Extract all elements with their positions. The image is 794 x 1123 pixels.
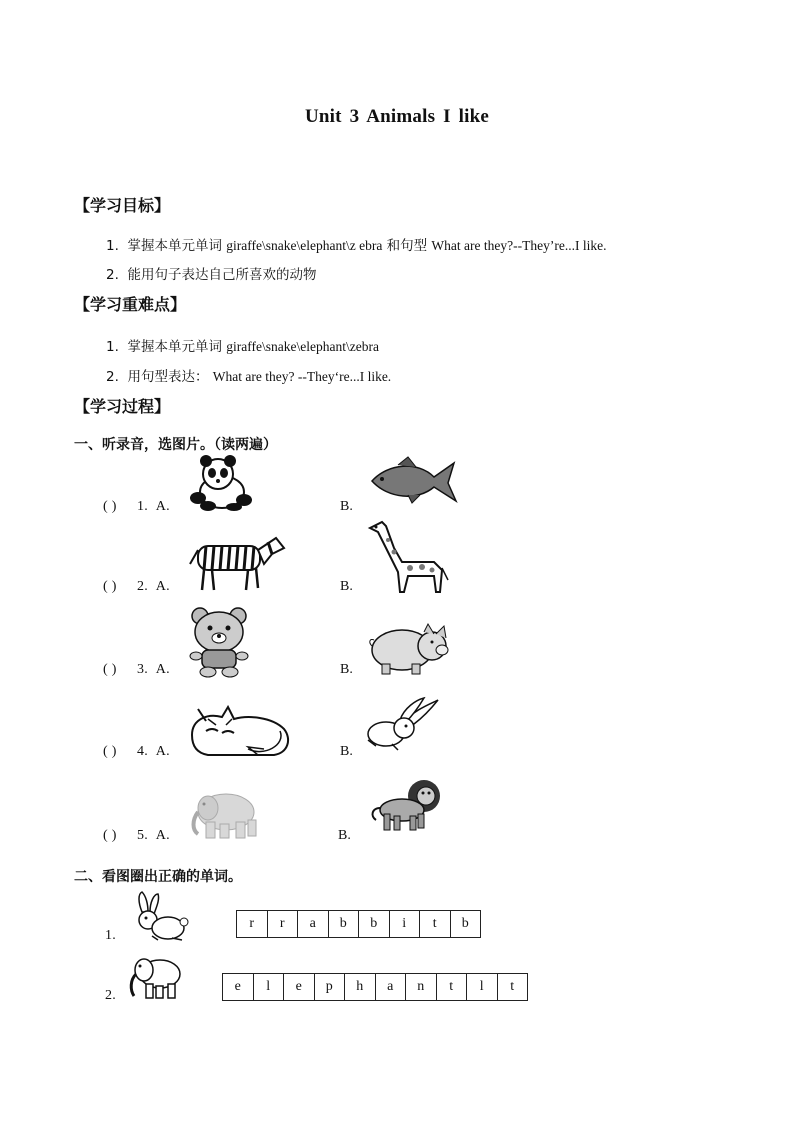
item-text-en: What are they?--They’re...I like. bbox=[431, 238, 607, 253]
item-number: 1. bbox=[106, 339, 119, 355]
lion-icon bbox=[366, 778, 442, 834]
answer-blank: ( ) bbox=[103, 744, 117, 759]
question-number: 5. bbox=[137, 828, 149, 843]
objective-item-1 bbox=[106, 234, 606, 254]
answer-blank: ( ) bbox=[103, 579, 117, 594]
bear-icon bbox=[188, 606, 250, 678]
item-text-en: giraffe\snake\elephant\z ebra bbox=[226, 238, 383, 253]
zebra-icon bbox=[188, 534, 288, 592]
option-b-label: B. bbox=[340, 579, 353, 594]
option-b-label: B. bbox=[338, 828, 351, 843]
rabbit-icon bbox=[364, 696, 440, 752]
elephant-icon bbox=[126, 952, 184, 1002]
question-5 bbox=[103, 828, 170, 844]
letter-cell[interactable]: t bbox=[437, 973, 468, 1001]
option-b-label: B. bbox=[340, 662, 353, 677]
question-number: 3. bbox=[137, 662, 149, 677]
question-4 bbox=[103, 744, 170, 760]
objective-item-2 bbox=[106, 263, 316, 283]
letter-grid bbox=[222, 973, 528, 1001]
section-heading-objectives: 【学习目标】 bbox=[74, 196, 171, 215]
letter-cell[interactable]: t bbox=[420, 910, 451, 938]
section-heading-process: 【学习过程】 bbox=[74, 397, 171, 416]
pig-icon bbox=[368, 620, 452, 676]
key-point-item-2 bbox=[106, 365, 391, 385]
item-text-cn: 和句型 bbox=[386, 238, 428, 254]
letter-cell[interactable]: n bbox=[406, 973, 437, 1001]
fish-icon bbox=[368, 455, 458, 507]
option-a-label: A. bbox=[155, 744, 170, 759]
panda-icon bbox=[188, 454, 254, 512]
question-number: 2. bbox=[137, 579, 149, 594]
letter-cell[interactable]: e bbox=[284, 973, 315, 1001]
answer-blank: ( ) bbox=[103, 499, 117, 514]
letter-cell[interactable]: a bbox=[298, 910, 329, 938]
rabbit-icon bbox=[128, 890, 192, 942]
letter-cell[interactable]: h bbox=[345, 973, 376, 1001]
letter-cell[interactable]: e bbox=[223, 973, 254, 1001]
letter-cell[interactable]: b bbox=[329, 910, 360, 938]
item-number: 2. bbox=[106, 267, 119, 283]
letter-grid bbox=[236, 910, 481, 938]
item-text-cn: 能用句子表达自己所喜欢的动物 bbox=[127, 267, 317, 283]
letter-cell[interactable]: t bbox=[498, 973, 529, 1001]
item-number: 1. bbox=[106, 238, 119, 254]
question-2 bbox=[103, 579, 170, 595]
item-text-en: giraffe\snake\elephant\zebra bbox=[226, 339, 379, 354]
letter-cell[interactable]: i bbox=[390, 910, 421, 938]
option-a-label: A. bbox=[155, 662, 170, 677]
letter-cell[interactable]: l bbox=[254, 973, 285, 1001]
option-a-label: A. bbox=[155, 499, 170, 514]
item-text-en: What are they? --They‘re...I like. bbox=[212, 369, 392, 384]
letter-cell[interactable]: l bbox=[467, 973, 498, 1001]
letter-cell[interactable]: b bbox=[359, 910, 390, 938]
option-a-label: A. bbox=[155, 579, 170, 594]
question-number: 4. bbox=[137, 744, 149, 759]
option-a-label: A. bbox=[155, 828, 170, 843]
option-b-label: B. bbox=[340, 744, 353, 759]
key-point-item-1 bbox=[106, 335, 379, 355]
item-text-cn: 掌握本单元单词 bbox=[127, 339, 222, 355]
letter-cell[interactable]: p bbox=[315, 973, 346, 1001]
question-number: 1. bbox=[137, 499, 149, 514]
section-heading-key-points: 【学习重难点】 bbox=[74, 295, 187, 314]
item-number: 2. bbox=[106, 369, 119, 385]
letter-cell[interactable]: r bbox=[268, 910, 299, 938]
cat-icon bbox=[188, 705, 294, 759]
option-b-label: B. bbox=[340, 499, 353, 514]
item-text-cn: 用句型表达： bbox=[127, 369, 209, 385]
giraffe-icon bbox=[364, 518, 450, 594]
part1-heading: 一、听录音，选图片。（读两遍） bbox=[74, 437, 277, 453]
page-title: Unit 3 Animals I like bbox=[304, 106, 490, 127]
question-1 bbox=[103, 499, 170, 515]
letter-cell[interactable]: a bbox=[376, 973, 407, 1001]
letter-cell[interactable]: r bbox=[237, 910, 268, 938]
elephant-icon bbox=[188, 788, 266, 840]
part2-heading: 二、看图圈出正确的单词。 bbox=[74, 869, 242, 885]
letter-cell[interactable]: b bbox=[451, 910, 482, 938]
item-text-cn: 掌握本单元单词 bbox=[127, 238, 222, 254]
row-number: 2. bbox=[105, 988, 117, 1003]
answer-blank: ( ) bbox=[103, 662, 117, 677]
answer-blank: ( ) bbox=[103, 828, 117, 843]
question-3 bbox=[103, 662, 170, 678]
row-number: 1. bbox=[105, 928, 117, 943]
